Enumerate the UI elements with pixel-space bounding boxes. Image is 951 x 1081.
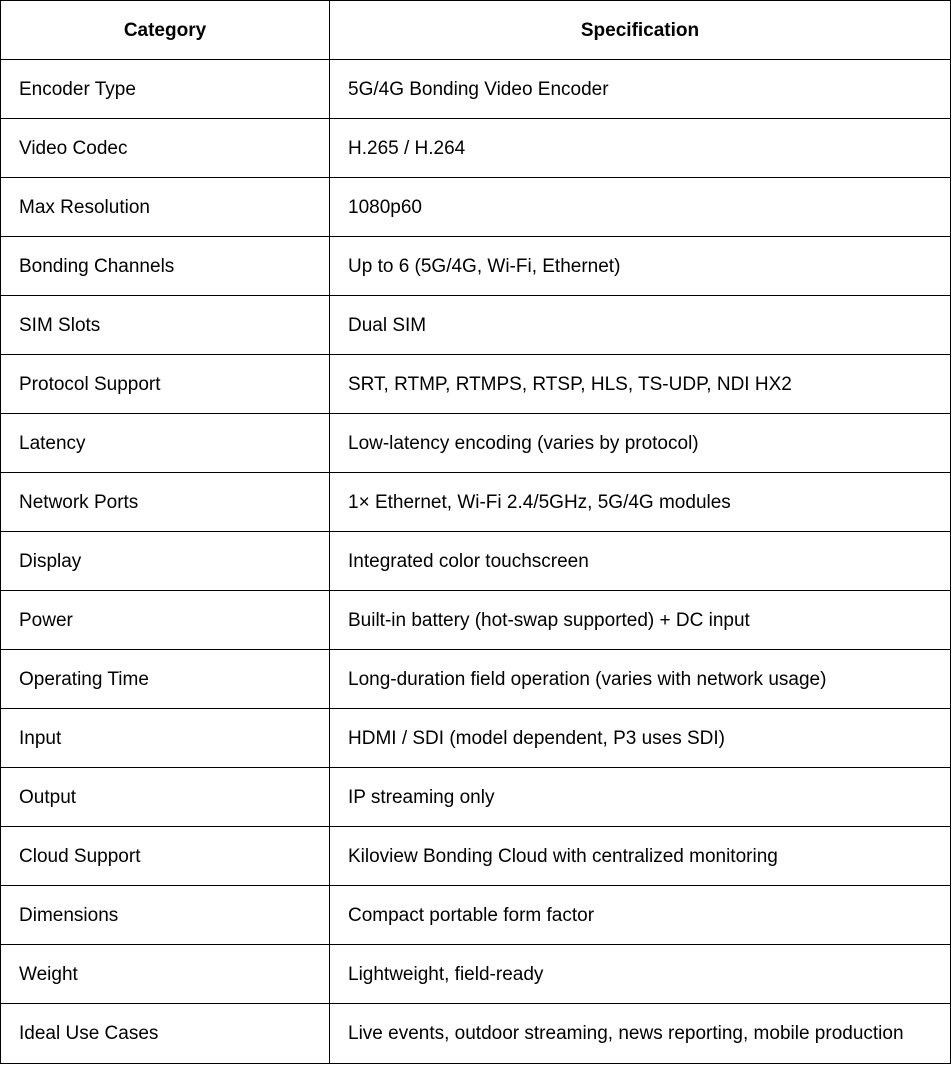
category-cell: Input [1,709,330,768]
category-cell: Power [1,591,330,650]
specification-cell: 1× Ethernet, Wi-Fi 2.4/5GHz, 5G/4G modules [330,473,951,532]
table-row [1,886,951,945]
table-row [1,473,951,532]
table-row [1,119,951,178]
category-cell: Protocol Support [1,355,330,414]
table-row [1,591,951,650]
table-row [1,650,951,709]
category-cell: Ideal Use Cases [1,1004,330,1064]
table-row [1,709,951,768]
category-cell: Video Codec [1,119,330,178]
table-row [1,296,951,355]
spec-table-body [1,60,951,1064]
category-cell: Weight [1,945,330,1004]
specification-cell: Long-duration field operation (varies with network usage) [330,650,951,709]
table-row [1,945,951,1004]
specification-cell: Integrated color touchscreen [330,532,951,591]
category-cell: Operating Time [1,650,330,709]
specification-cell: HDMI / SDI (model dependent, P3 uses SDI) [330,709,951,768]
specification-cell: Compact portable form factor [330,886,951,945]
specification-cell: Dual SIM [330,296,951,355]
table-row [1,827,951,886]
specification-cell: Live events, outdoor streaming, news reporting, mobile production [330,1004,951,1064]
category-cell: Max Resolution [1,178,330,237]
category-cell: SIM Slots [1,296,330,355]
specification-cell: Lightweight, field-ready [330,945,951,1004]
table-row [1,237,951,296]
specification-cell: Kiloview Bonding Cloud with centralized monitoring [330,827,951,886]
header-specification: Specification [330,1,951,60]
specification-cell: IP streaming only [330,768,951,827]
table-row [1,60,951,119]
table-row [1,532,951,591]
specification-cell: Built-in battery (hot-swap supported) + DC input [330,591,951,650]
category-cell: Output [1,768,330,827]
specification-cell: H.265 / H.264 [330,119,951,178]
category-cell: Bonding Channels [1,237,330,296]
category-cell: Display [1,532,330,591]
specification-cell: Up to 6 (5G/4G, Wi-Fi, Ethernet) [330,237,951,296]
spec-table-header [1,1,951,60]
table-row [1,414,951,473]
category-cell: Dimensions [1,886,330,945]
specification-cell: Low-latency encoding (varies by protocol) [330,414,951,473]
category-cell: Network Ports [1,473,330,532]
specification-cell: 5G/4G Bonding Video Encoder [330,60,951,119]
category-cell: Encoder Type [1,60,330,119]
category-cell: Cloud Support [1,827,330,886]
header-row [1,1,951,60]
table-row [1,178,951,237]
table-row [1,1004,951,1064]
header-category: Category [1,1,330,60]
table-row [1,355,951,414]
specification-cell: SRT, RTMP, RTMPS, RTSP, HLS, TS-UDP, NDI HX2 [330,355,951,414]
category-cell: Latency [1,414,330,473]
specification-cell: 1080p60 [330,178,951,237]
table-row [1,768,951,827]
